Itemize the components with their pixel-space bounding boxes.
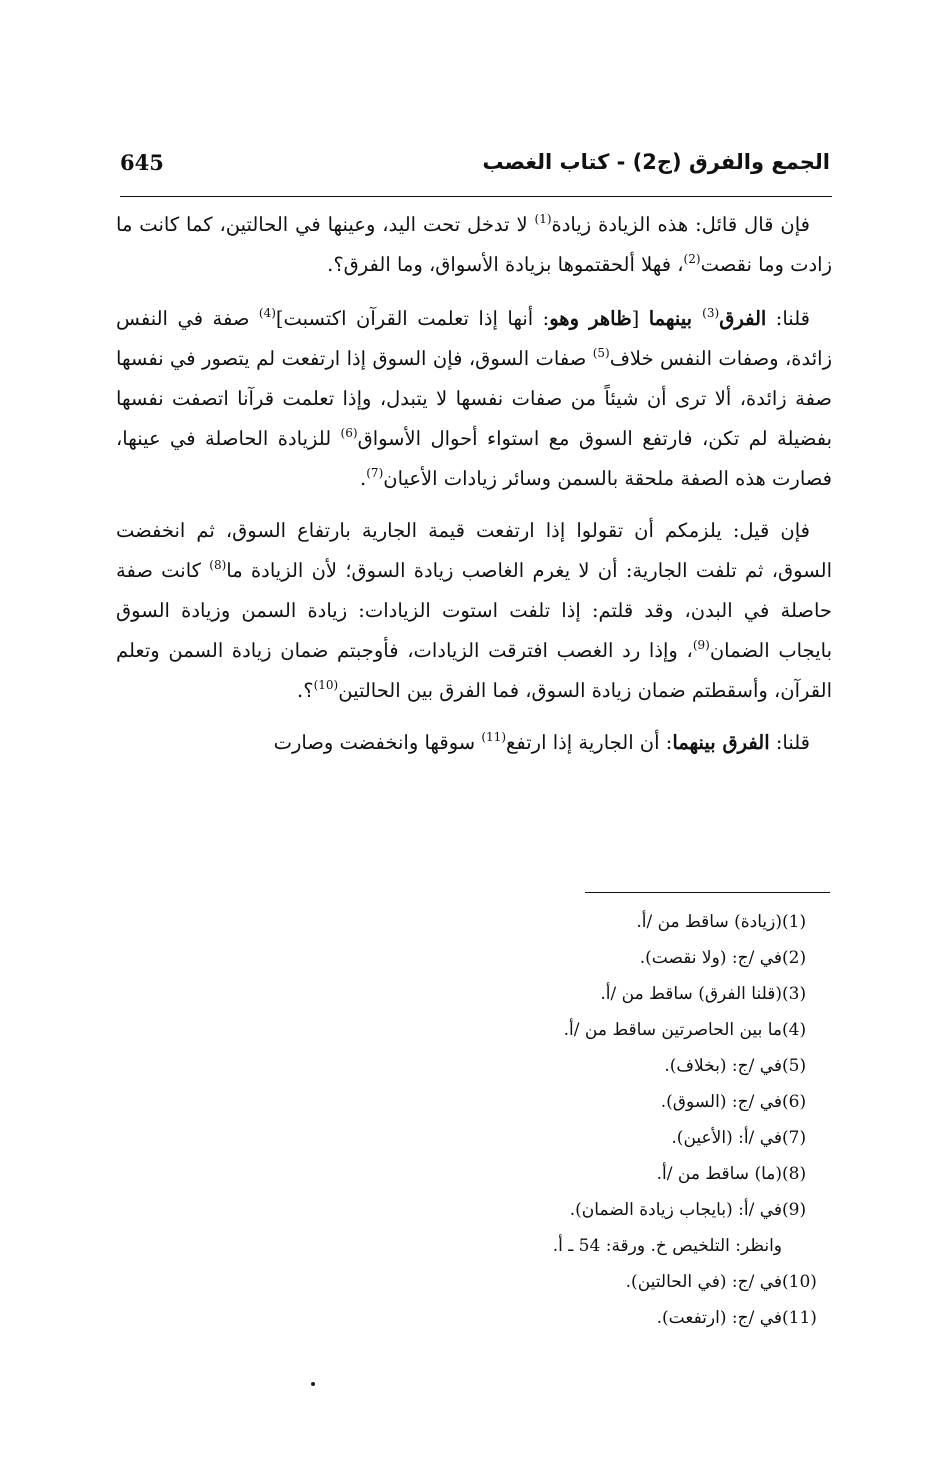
footnote-number: (5) bbox=[782, 1056, 807, 1076]
footnote-number: (3) bbox=[782, 984, 807, 1004]
text-run: للزيادة الحاصلة في عينها، فصارت هذه الصفة ملحقة بالسمن وسائر زيادات الأعيان bbox=[116, 427, 832, 490]
page-header bbox=[120, 150, 830, 190]
footnote-ref: (3) bbox=[702, 306, 720, 320]
footnote-item bbox=[400, 976, 828, 1012]
footnote-separator bbox=[585, 892, 830, 893]
footnote-text: في /أ: (بايجاب زيادة الضمان). bbox=[569, 1200, 782, 1220]
text-run: قلنا: bbox=[766, 307, 810, 330]
footnote-ref: (7) bbox=[366, 466, 384, 480]
footnote-item bbox=[400, 1156, 828, 1192]
footnote-item bbox=[400, 904, 828, 940]
paragraph-2 bbox=[116, 299, 832, 499]
text-run: [ bbox=[631, 307, 649, 330]
footnote-number bbox=[782, 1228, 828, 1264]
footnote-item bbox=[400, 1300, 828, 1336]
paragraph-4 bbox=[116, 723, 832, 763]
text-run: ، فهلا ألحقتموها بزيادة الأسواق، وما الفرق؟. bbox=[327, 253, 684, 276]
print-speck bbox=[311, 1382, 315, 1386]
footnote-ref: (10) bbox=[313, 678, 339, 692]
footnote-ref: (8) bbox=[209, 558, 227, 572]
text-run: سوقها وانخفضت وصارت bbox=[273, 731, 482, 754]
header-rule bbox=[120, 196, 832, 197]
bold-term: الفرق بينهما bbox=[672, 731, 770, 754]
footnote-ref: (11) bbox=[481, 730, 506, 744]
footnote-number: (7) bbox=[782, 1128, 807, 1148]
text-run: : أنها إذا تعلمت القرآن اكتسبت] bbox=[275, 307, 550, 330]
footnote-number: (11) bbox=[782, 1308, 817, 1328]
text-run: قلنا: bbox=[769, 731, 810, 754]
paragraph-1 bbox=[116, 205, 832, 285]
footnote-ref: (5) bbox=[592, 346, 610, 360]
footnote-continuation bbox=[400, 1228, 828, 1264]
footnote-text: (قلنا الفرق) ساقط من /أ. bbox=[600, 984, 782, 1004]
footnote-number: (6) bbox=[782, 1092, 807, 1112]
footnote-ref: (2) bbox=[683, 252, 701, 266]
footnote-number: (10) bbox=[782, 1272, 817, 1292]
footnote-text: في /ج: (السوق). bbox=[660, 1092, 782, 1112]
footnote-number: (2) bbox=[782, 948, 807, 968]
page-number: 645 bbox=[120, 150, 164, 175]
footnote-text: في /ج: (ارتفعت). bbox=[656, 1308, 782, 1328]
text-run: فإن قال قائل: هذه الزيادة زيادة bbox=[551, 213, 810, 236]
footnote-text: في /ج: (في الحالتين). bbox=[625, 1272, 782, 1292]
running-title: الجمع والفرق (ج2) - كتاب الغصب bbox=[482, 150, 830, 174]
text-run: لا تدخل تحت اليد، وعينها في الحالتين، كما كانت ما زادت وما نقصت bbox=[116, 213, 832, 276]
text-run: صفة في النفس زائدة، وصفات النفس خلاف bbox=[116, 307, 832, 370]
footnote-number: (1) bbox=[782, 912, 807, 932]
footnote-text: (زيادة) ساقط من /أ. bbox=[636, 912, 782, 932]
footnote-text: (ما) ساقط من /أ. bbox=[656, 1164, 782, 1184]
footnote-text: وانظر: التلخيص خ. ورقة: 54 ـ أ. bbox=[552, 1236, 782, 1256]
footnote-item bbox=[400, 1120, 828, 1156]
main-text bbox=[116, 205, 832, 775]
text-run: صفات السوق، فإن السوق إذا ارتفعت لم يتصور في نفسها صفة زائدة، ألا ترى أن شيئاً من صفات نفسها لا يتبدل، وإذا تعلمت قرآنا اتصفت نفسها بفضيلة لم تكن، فارتفع السوق مع استواء أحوال الأسواق bbox=[116, 347, 832, 450]
footnote-number: (4) bbox=[782, 1020, 807, 1040]
footnote-item bbox=[400, 1084, 828, 1120]
text-run: فإن قيل: يلزمكم أن تقولوا إذا ارتفعت قيمة الجارية بارتفاع السوق، ثم انخفضت السوق، ثم تلفت الجارية: أن لا يغرم الغاصب زيادة السوق؛ لأن الزيادة ما bbox=[116, 519, 832, 582]
footnote-number: (9) bbox=[782, 1200, 807, 1220]
bold-term: بينهما bbox=[648, 307, 703, 330]
footnote-text: في /ج: (ولا نقصت). bbox=[639, 948, 782, 968]
footnote-text: في /أ: (الأعين). bbox=[671, 1128, 782, 1148]
footnote-ref: (6) bbox=[340, 426, 358, 440]
text-run: ، وإذا رد الغصب افترقت الزيادات، فأوجبتم ضمان زيادة السمن وتعلم القرآن، وأسقطتم ضمان زيادة السوق، فما الفرق بين الحالتين bbox=[116, 639, 832, 702]
bold-term: الفرق bbox=[719, 307, 767, 330]
text-run: . bbox=[360, 467, 367, 490]
text-run: كانت صفة حاصلة في البدن، وقد قلتم: إذا تلفت استوت الزيادات: زيادة السمن وزيادة السوق بايجاب الضمان bbox=[116, 559, 833, 662]
footnote-text: ما بين الحاصرتين ساقط من /أ. bbox=[563, 1020, 782, 1040]
text-run: : أن الجارية إذا ارتفع bbox=[506, 731, 673, 754]
footnote-ref: (9) bbox=[692, 638, 710, 652]
bold-term: ظاهر وهو bbox=[549, 307, 632, 330]
footnote-item bbox=[400, 1264, 828, 1300]
footnote-ref: (1) bbox=[534, 212, 552, 226]
footnote-number: (8) bbox=[782, 1164, 807, 1184]
paragraph-3 bbox=[116, 511, 832, 711]
footnote-item bbox=[400, 940, 828, 976]
footnote-ref: (4) bbox=[258, 306, 276, 320]
text-run: ؟. bbox=[297, 679, 314, 702]
footnotes bbox=[400, 904, 828, 1336]
footnote-item bbox=[400, 1192, 828, 1228]
footnote-item bbox=[400, 1048, 828, 1084]
footnote-item bbox=[400, 1012, 828, 1048]
footnote-text: في /ج: (بخلاف). bbox=[664, 1056, 782, 1076]
